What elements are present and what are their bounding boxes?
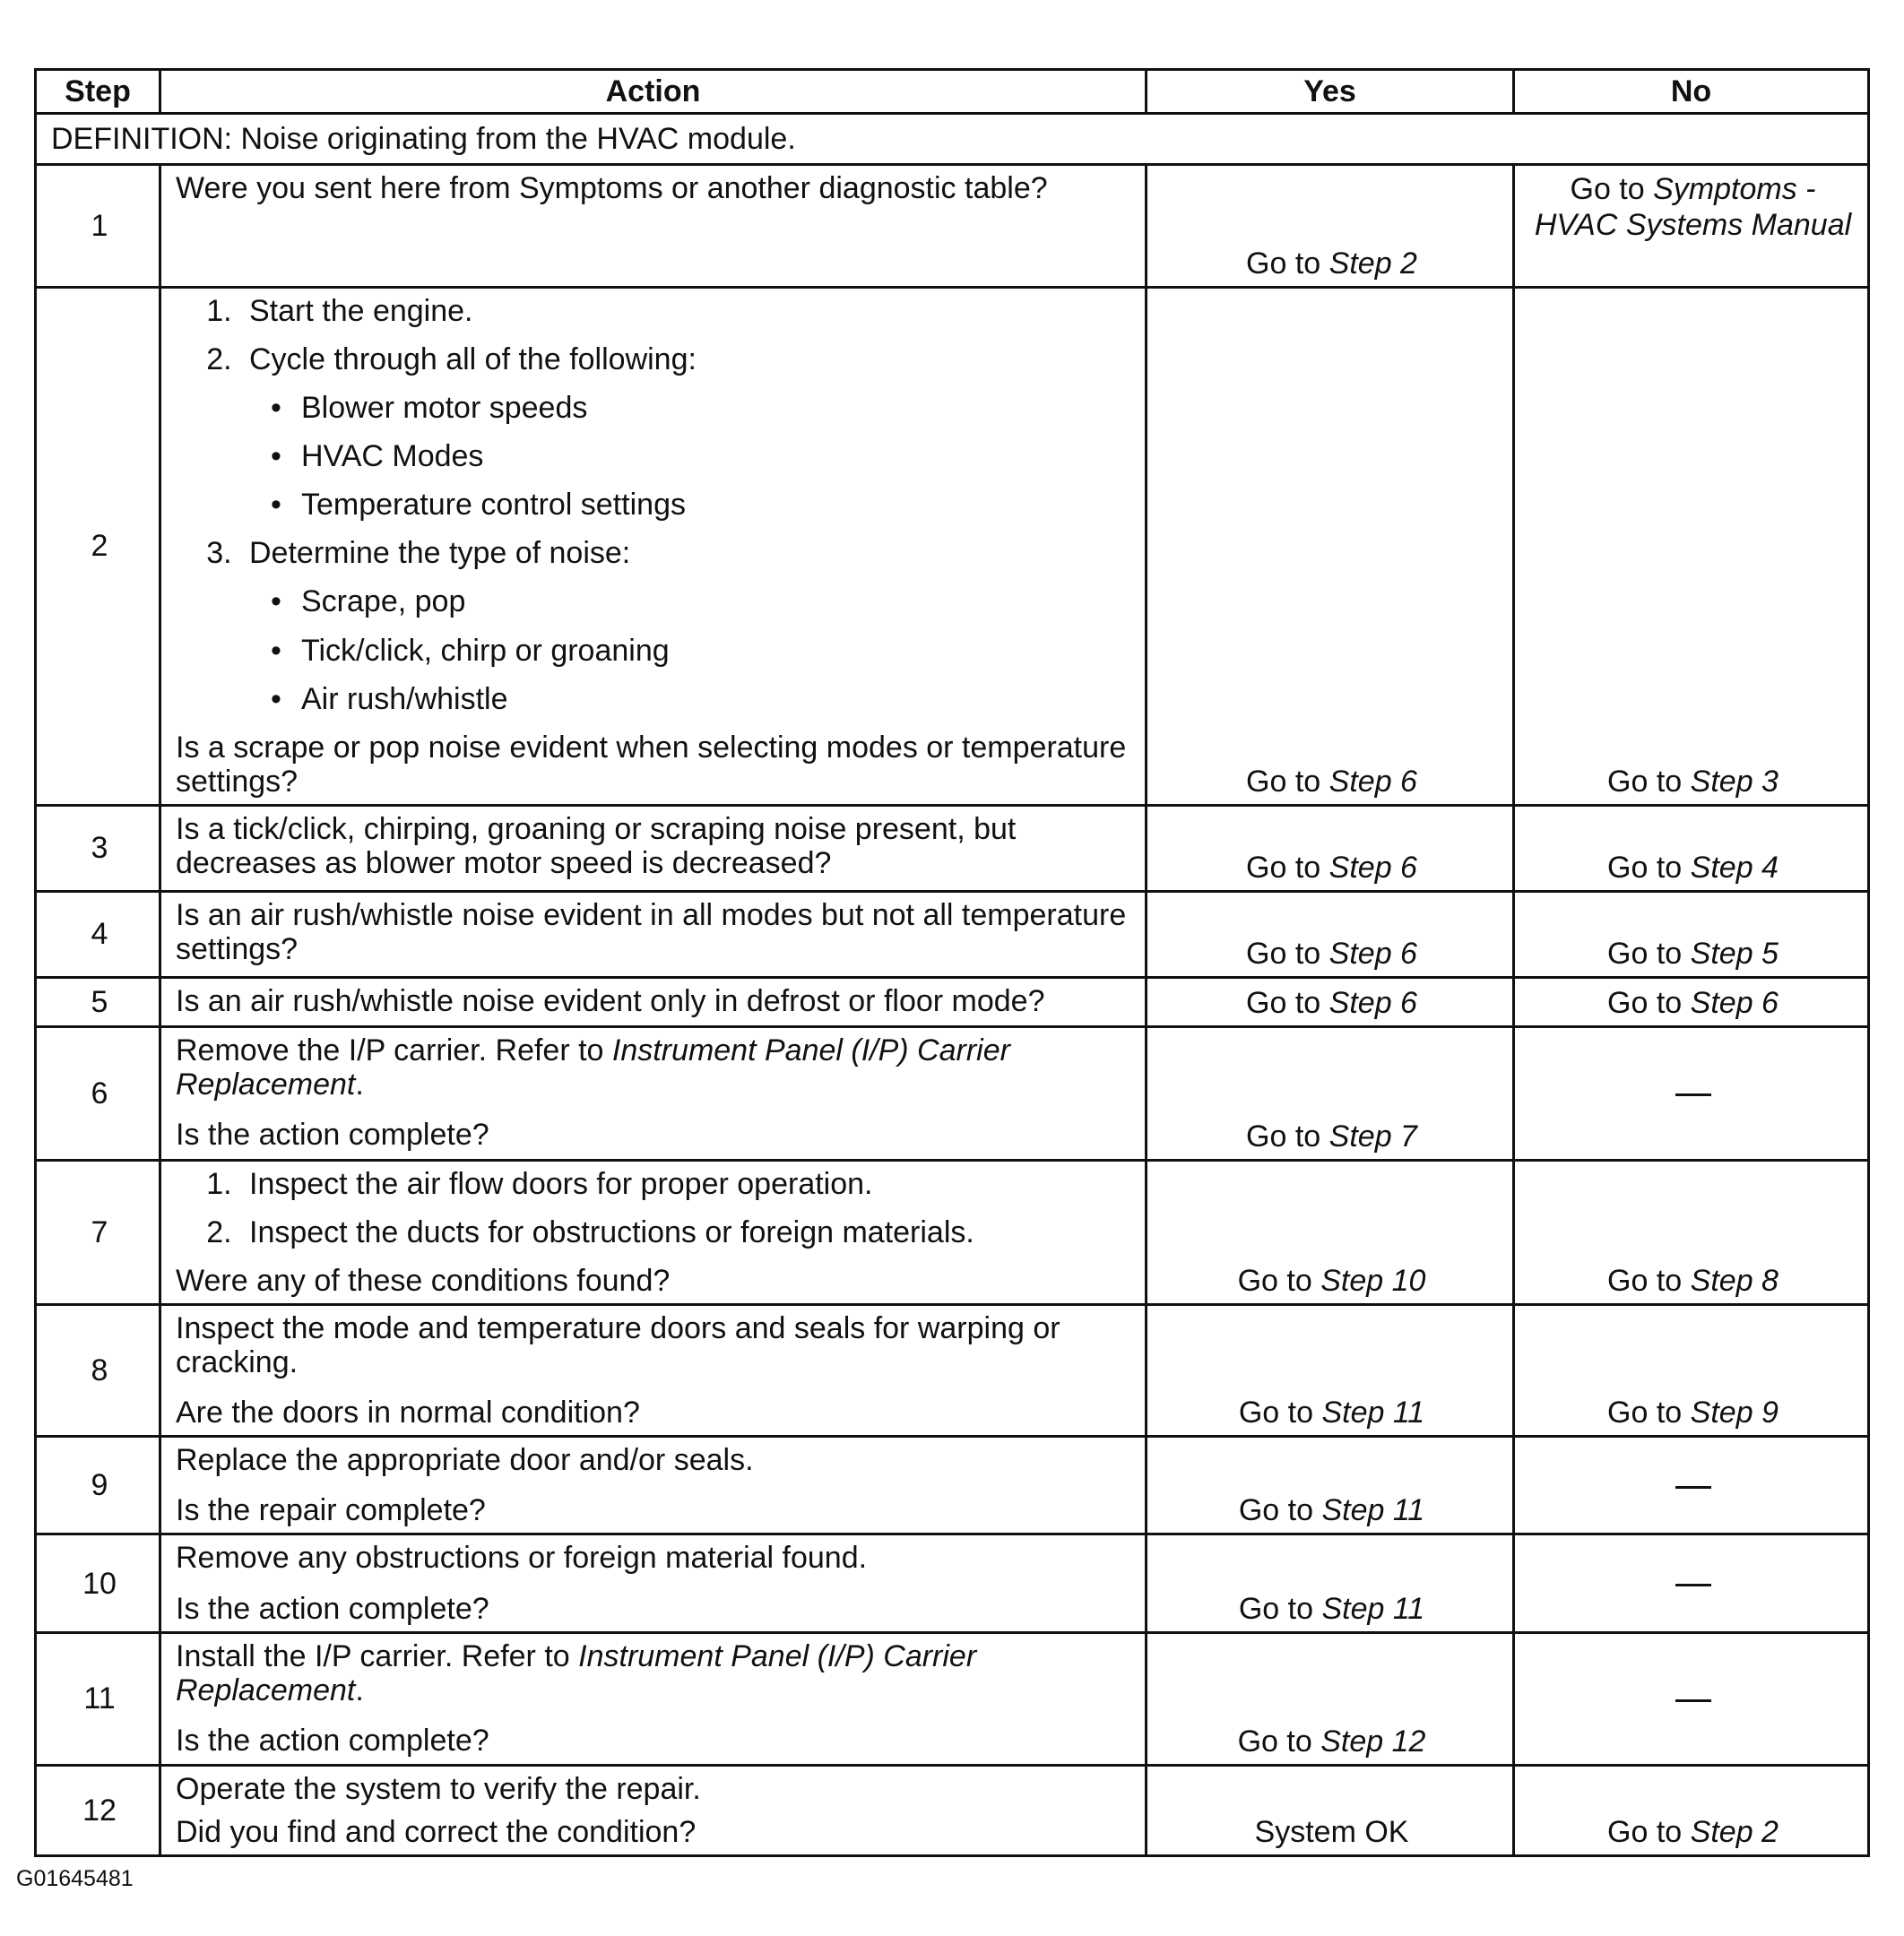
step-reference: Step 11 xyxy=(1321,1493,1425,1528)
list-item xyxy=(240,342,1134,522)
table-row xyxy=(36,977,1869,1026)
table-row xyxy=(36,1026,1869,1160)
dash-icon xyxy=(1675,1486,1711,1489)
reference-symptoms: Symptoms - xyxy=(1653,172,1816,206)
step-number: 9 xyxy=(36,1437,160,1534)
step-reference: Step 2 xyxy=(1690,1814,1779,1849)
action-question: Were you sent here from Symptoms or another diagnostic table? xyxy=(176,171,1048,205)
step-number: 1 xyxy=(36,165,160,288)
step-number: 2 xyxy=(36,288,160,806)
numbered-list xyxy=(176,1167,1134,1249)
action-question: Is the action complete? xyxy=(176,1723,489,1758)
action-text-prefix: Remove the I/P carrier. Refer to xyxy=(176,1033,604,1067)
action-question: Is the repair complete? xyxy=(176,1493,486,1528)
yes-cell xyxy=(1147,891,1514,977)
dash-icon xyxy=(1675,1093,1711,1096)
bullet-list xyxy=(249,584,1134,715)
go-to-label: Go to xyxy=(1607,936,1683,971)
list-item: 1. Inspect the air flow doors for proper operation. xyxy=(240,1167,1134,1201)
yes-cell xyxy=(1147,1160,1514,1304)
step-reference: Step 12 xyxy=(1320,1724,1426,1759)
list-item: 2. Inspect the ducts for obstructions or foreign materials. xyxy=(240,1215,1134,1249)
list-item xyxy=(240,294,1134,328)
numbered-list xyxy=(176,294,1134,716)
go-to-label: Go to xyxy=(1238,1591,1314,1626)
step-number: 8 xyxy=(36,1305,160,1437)
no-cell xyxy=(1514,1437,1869,1534)
table-row xyxy=(36,1305,1869,1437)
table-row xyxy=(36,1437,1869,1534)
action-text-suffix: . xyxy=(355,1067,364,1102)
step-number: 10 xyxy=(36,1534,160,1632)
step-number: 5 xyxy=(36,977,160,1026)
no-column-header: No xyxy=(1514,70,1869,114)
step-reference: Step 6 xyxy=(1328,936,1417,971)
step-reference: Step 6 xyxy=(1328,764,1417,799)
bullet-item: • Blower motor speeds xyxy=(301,391,1134,425)
action-text: Replace the appropriate door and/or seals. xyxy=(176,1443,754,1478)
action-question: Is an air rush/whistle noise evident in all modes but not all temperature settings? xyxy=(176,897,1127,966)
go-to-label: Go to xyxy=(1237,1264,1312,1299)
bullet-item: • HVAC Modes xyxy=(301,439,1134,473)
yes-cell xyxy=(1147,977,1514,1026)
no-cell xyxy=(1514,165,1869,288)
dash-icon xyxy=(1675,1699,1711,1702)
action-cell xyxy=(160,1437,1147,1534)
step-column-header: Step xyxy=(36,70,160,114)
action-cell xyxy=(160,891,1147,977)
table-row xyxy=(36,1160,1869,1304)
step-reference: Step 2 xyxy=(1328,246,1417,281)
no-cell xyxy=(1514,1305,1869,1437)
yes-cell xyxy=(1147,288,1514,806)
reference-ip-carrier-replacement: Instrument Panel (I/P) Carrier Replacement xyxy=(176,1033,1010,1102)
go-to-label: Go to xyxy=(1238,1493,1314,1528)
bullet-item: • Tick/click, chirp or groaning xyxy=(301,634,1134,668)
no-cell xyxy=(1514,1765,1869,1855)
diagnostic-page xyxy=(34,68,1867,1857)
step-number: 11 xyxy=(36,1632,160,1765)
step-reference: Step 5 xyxy=(1690,936,1779,971)
action-question: Were any of these conditions found? xyxy=(176,1264,671,1299)
go-to-label: Go to xyxy=(1246,1119,1321,1154)
go-to-label: Go to xyxy=(1607,764,1683,799)
bullet-item: • Scrape, pop xyxy=(301,584,1134,618)
no-cell xyxy=(1514,1026,1869,1160)
table-row xyxy=(36,891,1869,977)
list-item-text: Cycle through all of the following: xyxy=(249,342,697,377)
action-cell xyxy=(160,1026,1147,1160)
no-cell xyxy=(1514,891,1869,977)
action-text-prefix: Install the I/P carrier. Refer to xyxy=(176,1638,570,1673)
action-cell xyxy=(160,805,1147,891)
action-cell xyxy=(160,1632,1147,1765)
no-cell xyxy=(1514,1534,1869,1632)
go-to-label: Go to xyxy=(1607,1264,1683,1299)
yes-cell xyxy=(1147,165,1514,288)
action-cell xyxy=(160,288,1147,806)
reference-hvac-manual: HVAC Systems Manual xyxy=(1534,208,1852,243)
go-to-label: Go to xyxy=(1570,172,1645,206)
action-cell xyxy=(160,1160,1147,1304)
no-cell xyxy=(1514,805,1869,891)
action-question: Is the action complete? xyxy=(176,1118,489,1153)
action-text xyxy=(176,1033,1010,1102)
step-number: 6 xyxy=(36,1026,160,1160)
action-cell xyxy=(160,1765,1147,1855)
step-reference: Step 6 xyxy=(1328,850,1417,885)
yes-cell xyxy=(1147,1026,1514,1160)
no-action-dash xyxy=(1675,1076,1711,1111)
no-cell xyxy=(1514,1632,1869,1765)
step-reference: Step 4 xyxy=(1690,850,1779,885)
yes-cell xyxy=(1147,1765,1514,1855)
action-cell xyxy=(160,165,1147,288)
step-number: 3 xyxy=(36,805,160,891)
go-to-label: Go to xyxy=(1607,985,1683,1020)
reference-ip-carrier-replacement: Instrument Panel (I/P) Carrier Replacement xyxy=(176,1638,977,1707)
table-row xyxy=(36,288,1869,806)
action-cell xyxy=(160,1305,1147,1437)
table-row xyxy=(36,1765,1869,1855)
table-row xyxy=(36,1632,1869,1765)
go-to-label: Go to xyxy=(1246,985,1321,1020)
action-text: Operate the system to verify the repair. xyxy=(176,1771,701,1806)
yes-cell xyxy=(1147,1534,1514,1632)
list-item-text: Start the engine. xyxy=(249,294,473,328)
action-column-header: Action xyxy=(160,70,1147,114)
no-action-dash xyxy=(1675,1567,1711,1601)
step-reference: Step 11 xyxy=(1321,1591,1425,1626)
yes-cell xyxy=(1147,1305,1514,1437)
go-to-label: Go to xyxy=(1246,936,1321,971)
action-question: Are the doors in normal condition? xyxy=(176,1396,640,1430)
no-action-dash xyxy=(1675,1468,1711,1502)
header-row xyxy=(36,70,1869,114)
no-cell xyxy=(1514,288,1869,806)
bullet-list xyxy=(249,391,1134,522)
no-action-dash xyxy=(1675,1681,1711,1716)
action-question: Did you find and correct the condition? xyxy=(176,1814,697,1849)
go-to-label: Go to xyxy=(1246,246,1321,281)
definition-text: DEFINITION: Noise originating from the HVAC module. xyxy=(36,114,1869,165)
list-item xyxy=(240,536,1134,715)
step-reference: Step 3 xyxy=(1690,764,1779,799)
step-reference: Step 11 xyxy=(1321,1396,1425,1430)
action-cell xyxy=(160,977,1147,1026)
step-reference: Step 10 xyxy=(1320,1264,1426,1299)
yes-cell xyxy=(1147,1632,1514,1765)
action-text: Inspect the mode and temperature doors and seals for warping or cracking. xyxy=(176,1311,1060,1380)
step-reference: Step 9 xyxy=(1690,1396,1779,1430)
yes-cell xyxy=(1147,805,1514,891)
diagnostic-table xyxy=(34,68,1870,1857)
table-row xyxy=(36,805,1869,891)
yes-column-header: Yes xyxy=(1147,70,1514,114)
list-item-text: Determine the type of noise: xyxy=(249,536,631,571)
yes-cell xyxy=(1147,1437,1514,1534)
action-question: Is a scrape or pop noise evident when selecting modes or temperature settings? xyxy=(176,730,1127,799)
go-to-label: Go to xyxy=(1607,1814,1683,1849)
step-number: 7 xyxy=(36,1160,160,1304)
go-to-label: Go to xyxy=(1607,1396,1683,1430)
action-text-suffix: . xyxy=(355,1672,364,1707)
go-to-label: Go to xyxy=(1237,1724,1312,1759)
bullet-item: • Air rush/whistle xyxy=(301,682,1134,716)
step-number: 12 xyxy=(36,1765,160,1855)
go-to-label: Go to xyxy=(1238,1396,1314,1430)
action-text: Remove any obstructions or foreign material found. xyxy=(176,1541,868,1576)
table-row xyxy=(36,1534,1869,1632)
action-cell xyxy=(160,1534,1147,1632)
dash-icon xyxy=(1675,1584,1711,1586)
definition-row xyxy=(36,114,1869,165)
step-number: 4 xyxy=(36,891,160,977)
go-to-label: Go to xyxy=(1607,850,1683,885)
table-row xyxy=(36,165,1869,288)
go-to-label: Go to xyxy=(1246,850,1321,885)
bullet-item: • Temperature control settings xyxy=(301,488,1134,522)
step-reference: Step 8 xyxy=(1690,1264,1779,1299)
figure-id: G01645481 xyxy=(16,1866,134,1891)
step-reference: Step 6 xyxy=(1690,985,1779,1020)
action-question: Is a tick/click, chirping, groaning or scraping noise present, but decreases as blower motor speed is decreased? xyxy=(176,811,1017,880)
action-question: Is an air rush/whistle noise evident only in defrost or floor mode? xyxy=(176,983,1045,1018)
system-ok-label: System OK xyxy=(1254,1814,1409,1849)
step-reference: Step 6 xyxy=(1328,985,1417,1020)
go-to-label: Go to xyxy=(1246,764,1321,799)
step-reference: Step 7 xyxy=(1328,1119,1417,1154)
no-cell xyxy=(1514,977,1869,1026)
action-question: Is the action complete? xyxy=(176,1591,489,1626)
action-text xyxy=(176,1639,976,1707)
no-cell xyxy=(1514,1160,1869,1304)
